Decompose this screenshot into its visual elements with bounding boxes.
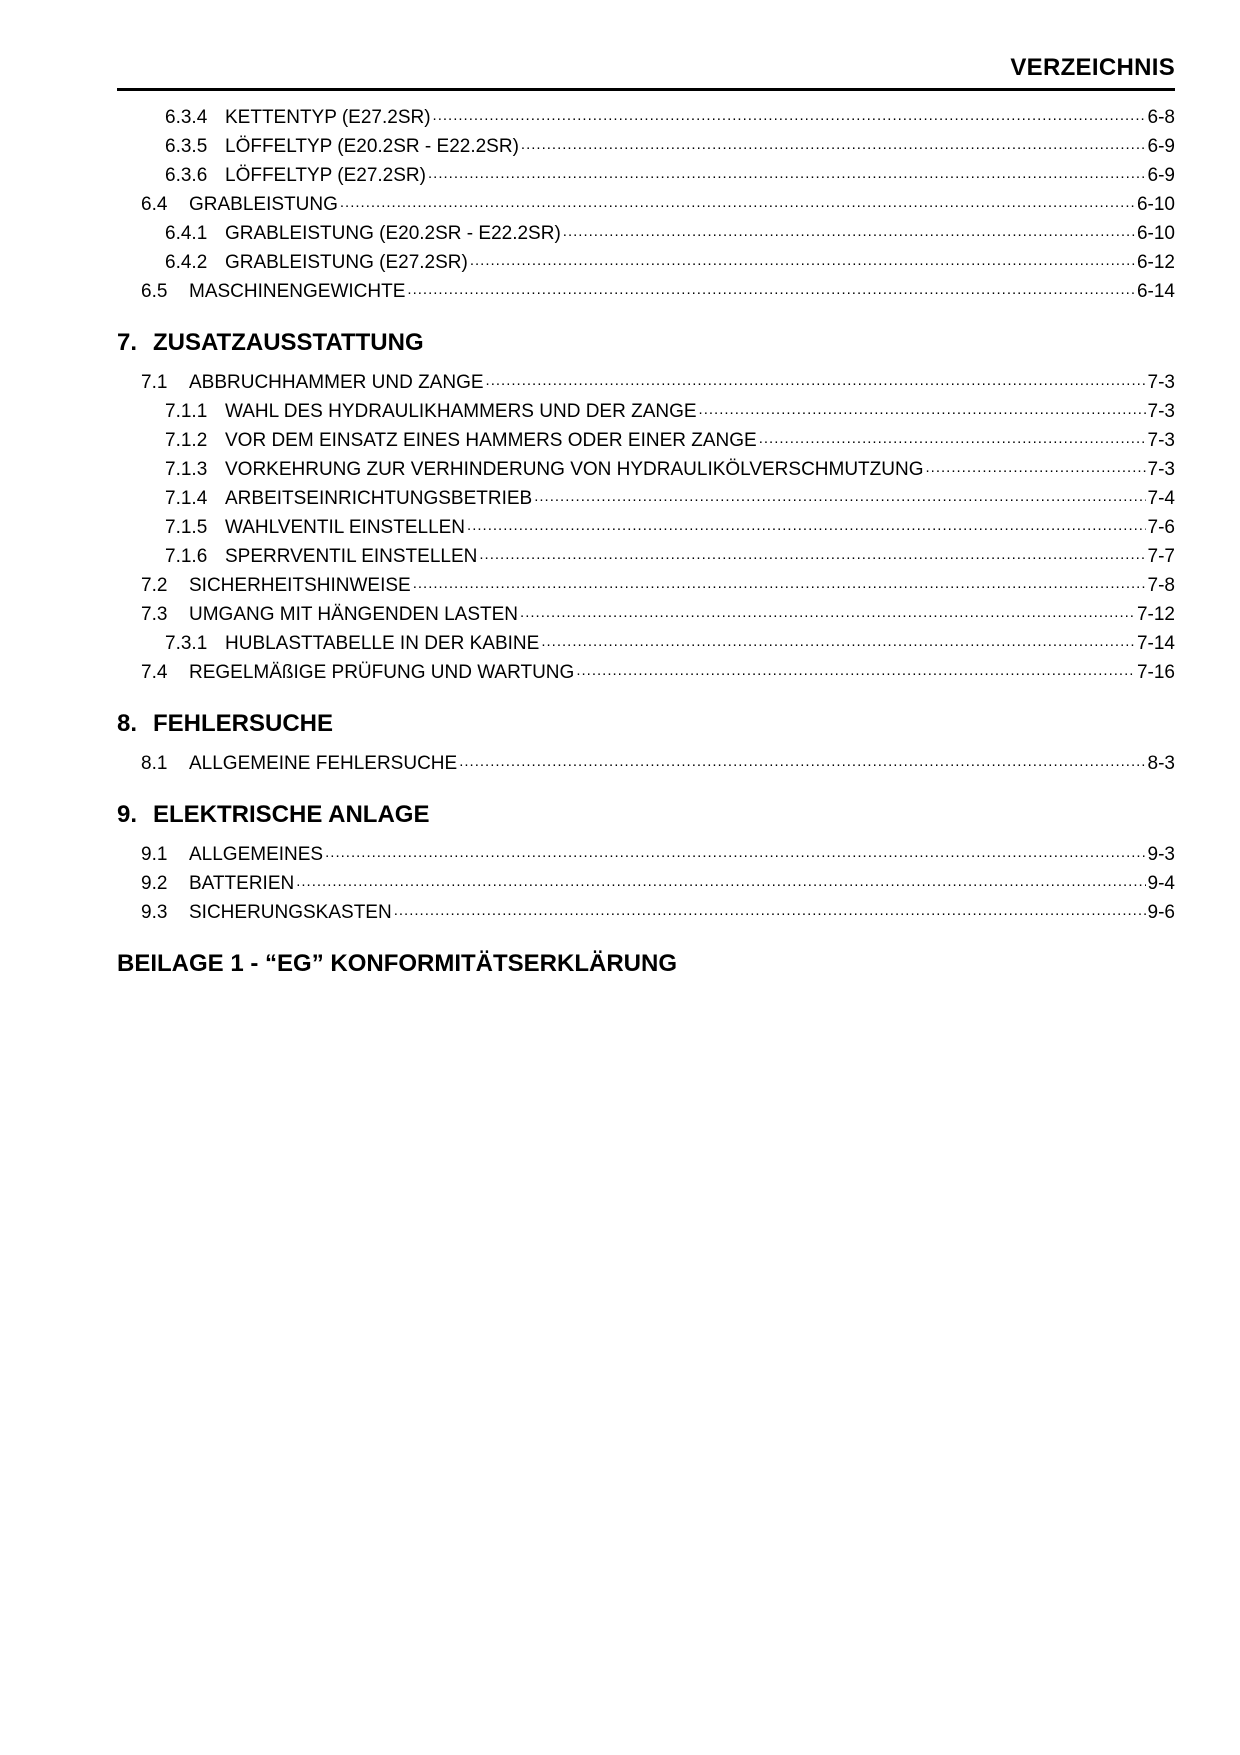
dot-leader bbox=[296, 870, 1145, 889]
toc-entry-number: 6.4 bbox=[141, 194, 168, 215]
dot-leader bbox=[699, 398, 1146, 417]
toc-entry-page: 6-9 bbox=[1147, 136, 1175, 157]
toc-entry-number: 7.2 bbox=[141, 575, 168, 596]
toc-entry[interactable] bbox=[117, 870, 1175, 899]
toc-entry-page: 7-3 bbox=[1147, 372, 1175, 393]
appendix-heading[interactable]: BEILAGE 1 - “EG” KONFORMITÄTSERKLÄRUNG bbox=[117, 950, 678, 977]
toc-entry[interactable] bbox=[117, 630, 1175, 659]
toc-entry-title: LÖFFELTYP (E27.2SR) bbox=[225, 165, 426, 186]
toc-entry-number: 9.1 bbox=[141, 844, 168, 865]
toc-entry[interactable] bbox=[117, 369, 1175, 398]
toc-entry-number: 6.5 bbox=[141, 281, 168, 302]
toc-entry-number: 7.1.2 bbox=[165, 430, 208, 451]
dot-leader bbox=[433, 104, 1146, 123]
toc-entry-number: 6.4.1 bbox=[165, 223, 208, 244]
toc-entry-title: ALLGEMEINES bbox=[189, 844, 324, 865]
toc-entry-page: 9-3 bbox=[1147, 844, 1175, 865]
toc-entry[interactable] bbox=[117, 456, 1175, 485]
chapter-title: ZUSATZAUSSTATTUNG bbox=[153, 329, 424, 356]
toc-entry-title: MASCHINENGEWICHTE bbox=[189, 281, 406, 302]
toc-entry-number: 9.2 bbox=[141, 873, 168, 894]
table-of-contents bbox=[117, 104, 1175, 984]
chapters-list bbox=[117, 329, 1175, 928]
toc-entry-number: 7.1.6 bbox=[165, 546, 208, 567]
toc-entry[interactable] bbox=[117, 249, 1175, 278]
toc-entry-page: 7-4 bbox=[1147, 488, 1175, 509]
toc-entry-title: KETTENTYP (E27.2SR) bbox=[225, 107, 431, 128]
toc-entry-title: ARBEITSEINRICHTUNGSBETRIEB bbox=[225, 488, 533, 509]
toc-entry-number: 9.3 bbox=[141, 902, 168, 923]
chapter-title: FEHLERSUCHE bbox=[153, 710, 334, 737]
toc-entry-number: 6.4.2 bbox=[165, 252, 208, 273]
chapter-number: 9. bbox=[117, 801, 138, 828]
toc-entry-page: 7-3 bbox=[1147, 459, 1175, 480]
toc-entry-page: 7-8 bbox=[1147, 575, 1175, 596]
dot-leader bbox=[926, 456, 1146, 475]
toc-entry-number: 7.1.5 bbox=[165, 517, 208, 538]
toc-entry[interactable] bbox=[117, 398, 1175, 427]
toc-entry-number: 7.1 bbox=[141, 372, 168, 393]
toc-entry-number: 7.1.1 bbox=[165, 401, 208, 422]
dot-leader bbox=[470, 249, 1135, 268]
toc-entry[interactable] bbox=[117, 162, 1175, 191]
toc-entry-number: 7.1.3 bbox=[165, 459, 208, 480]
dot-leader bbox=[413, 572, 1146, 591]
toc-entry[interactable] bbox=[117, 750, 1175, 779]
toc-entry-title: VOR DEM EINSATZ EINES HAMMERS ODER EINER ZANGE bbox=[225, 430, 757, 451]
dot-leader bbox=[759, 427, 1146, 446]
toc-entry-page: 9-6 bbox=[1147, 902, 1175, 923]
toc-entry-page: 6-12 bbox=[1136, 252, 1175, 273]
toc-entry-page: 6-10 bbox=[1136, 223, 1175, 244]
toc-entry-number: 8.1 bbox=[141, 753, 168, 774]
toc-entry[interactable] bbox=[117, 514, 1175, 543]
toc-entry[interactable] bbox=[117, 601, 1175, 630]
toc-entry[interactable] bbox=[117, 841, 1175, 870]
header-title: VERZEICHNIS bbox=[1010, 54, 1175, 81]
toc-entry-number: 7.1.4 bbox=[165, 488, 208, 509]
toc-entry-title: WAHL DES HYDRAULIKHAMMERS UND DER ZANGE bbox=[225, 401, 697, 422]
toc-entry-page: 7-7 bbox=[1147, 546, 1175, 567]
toc-entry-page: 6-8 bbox=[1147, 107, 1175, 128]
toc-entry[interactable] bbox=[117, 104, 1175, 133]
toc-entry[interactable] bbox=[117, 659, 1175, 688]
toc-entry-page: 6-9 bbox=[1147, 165, 1175, 186]
toc-entry-number: 7.3 bbox=[141, 604, 168, 625]
toc-entry-title: REGELMÄßIGE PRÜFUNG UND WARTUNG bbox=[189, 662, 575, 683]
dot-leader bbox=[576, 659, 1135, 678]
toc-entry[interactable] bbox=[117, 572, 1175, 601]
dot-leader bbox=[520, 601, 1135, 620]
toc-entry-page: 7-3 bbox=[1147, 401, 1175, 422]
dot-leader bbox=[407, 278, 1135, 297]
dot-leader bbox=[521, 133, 1146, 152]
dot-leader bbox=[325, 841, 1145, 860]
toc-entry-title: BATTERIEN bbox=[189, 873, 295, 894]
toc-entry-title: WAHLVENTIL EINSTELLEN bbox=[225, 517, 466, 538]
toc-entry-title: UMGANG MIT HÄNGENDEN LASTEN bbox=[189, 604, 519, 625]
toc-entry-title: LÖFFELTYP (E20.2SR - E22.2SR) bbox=[225, 136, 519, 157]
toc-entry-number: 6.3.6 bbox=[165, 165, 208, 186]
dot-leader bbox=[563, 220, 1135, 239]
toc-entry[interactable] bbox=[117, 899, 1175, 928]
toc-entry-title: ABBRUCHHAMMER UND ZANGE bbox=[189, 372, 484, 393]
dot-leader bbox=[467, 514, 1146, 533]
toc-entry-number: 6.3.5 bbox=[165, 136, 208, 157]
toc-entry[interactable] bbox=[117, 220, 1175, 249]
toc-entry-title: ALLGEMEINE FEHLERSUCHE bbox=[189, 753, 458, 774]
toc-entry-page: 7-14 bbox=[1136, 633, 1175, 654]
toc-entry-number: 6.3.4 bbox=[165, 107, 208, 128]
toc-entry-title: SICHERUNGSKASTEN bbox=[189, 902, 392, 923]
toc-entry-page: 7-12 bbox=[1136, 604, 1175, 625]
toc-entry[interactable] bbox=[117, 543, 1175, 572]
chapter-number: 8. bbox=[117, 710, 138, 737]
pre-entries-list bbox=[117, 104, 1175, 307]
toc-entry-title: GRABLEISTUNG (E27.2SR) bbox=[225, 252, 468, 273]
toc-entry[interactable] bbox=[117, 191, 1175, 220]
page-header bbox=[117, 50, 1175, 91]
dot-leader bbox=[428, 162, 1146, 181]
toc-entry-number: 7.3.1 bbox=[165, 633, 208, 654]
chapter-heading[interactable] bbox=[117, 329, 1175, 363]
toc-entry-page: 6-10 bbox=[1136, 194, 1175, 215]
dot-leader bbox=[394, 899, 1146, 918]
chapter-heading[interactable] bbox=[117, 801, 1175, 835]
toc-entry-title: SICHERHEITSHINWEISE bbox=[189, 575, 411, 596]
toc-entry-title: GRABLEISTUNG bbox=[189, 194, 338, 215]
dot-leader bbox=[340, 191, 1135, 210]
toc-entry-number: 7.4 bbox=[141, 662, 168, 683]
chapter-number: 7. bbox=[117, 329, 138, 356]
toc-entry-title: GRABLEISTUNG (E20.2SR - E22.2SR) bbox=[225, 223, 561, 244]
dot-leader bbox=[534, 485, 1145, 504]
dot-leader bbox=[541, 630, 1135, 649]
toc-entry-page: 6-14 bbox=[1136, 281, 1175, 302]
toc-entry[interactable] bbox=[117, 278, 1175, 307]
toc-entry-page: 7-16 bbox=[1136, 662, 1175, 683]
dot-leader bbox=[459, 750, 1145, 769]
toc-entry-title: SPERRVENTIL EINSTELLEN bbox=[225, 546, 478, 567]
toc-entry-title: VORKEHRUNG ZUR VERHINDERUNG VON HYDRAULIKÖLVERSCHMUTZUNG bbox=[225, 459, 924, 480]
toc-entry[interactable] bbox=[117, 485, 1175, 514]
toc-entry-page: 9-4 bbox=[1147, 873, 1175, 894]
dot-leader bbox=[486, 369, 1146, 388]
toc-entry-title: HUBLASTTABELLE IN DER KABINE bbox=[225, 633, 540, 654]
toc-entry-page: 7-6 bbox=[1147, 517, 1175, 538]
chapter-title: ELEKTRISCHE ANLAGE bbox=[153, 801, 430, 828]
toc-entry[interactable] bbox=[117, 133, 1175, 162]
dot-leader bbox=[479, 543, 1145, 562]
toc-entry-page: 7-3 bbox=[1147, 430, 1175, 451]
toc-entry-page: 8-3 bbox=[1147, 753, 1175, 774]
toc-entry[interactable] bbox=[117, 427, 1175, 456]
chapter-heading[interactable] bbox=[117, 710, 1175, 744]
